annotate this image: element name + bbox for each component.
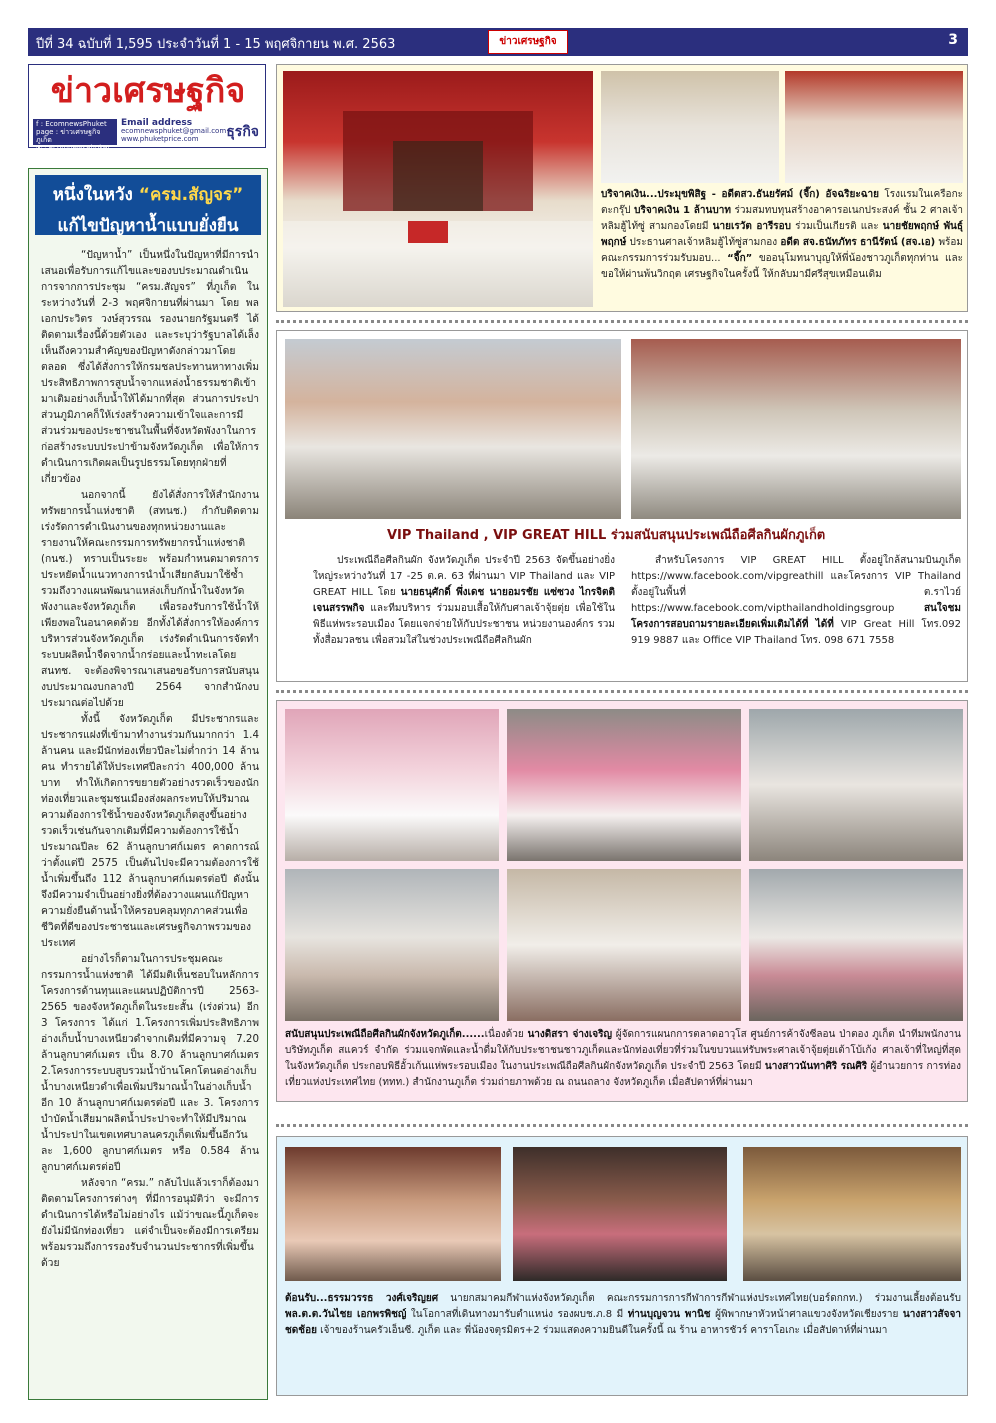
caption-text: ขออนุโมทนาบุญให้พี่น้องชาวภูเก็ตทุกท่าน และขอให้ผ่านพ้นวิกฤต เศรษฐกิจในครั้งนี้ ให้กลับมามีศรีสุขเหมือนเดิม xyxy=(601,253,963,280)
mail-contact: ✉ : EcomnewsPhuket xyxy=(36,144,111,152)
divider-dots xyxy=(276,1124,968,1128)
issue-line: ปีที่ 34 ฉบับที่ 1,595 ประจำวันที่ 1 - 15 พฤศจิกายน พ.ศ. 2563 xyxy=(36,37,396,52)
caption-text: ประเพณีถือศีลกินผัก จังหวัดภูเก็ต ประจำปี 2563 จัดขึ้นอย่างยิ่งใหญ่ระหว่างวันที่ 17 -25 ต.ค. 63 ที่ผ่านมา VIP Thailand และ VIP GREAT HILL โดย xyxy=(313,555,615,598)
caption-bold: ท่านบุญจวน พานิช xyxy=(627,1309,711,1320)
caption-text: พร้อม คณะกรรมการร่วมรับมอบ... xyxy=(601,237,964,264)
festival-photo-1 xyxy=(285,709,499,861)
editorial-paragraph: นอกจากนี้ ยังได้สั่งการให้สำนักงานทรัพยากรน้ำแห่งชาติ (สทนช.) กำกับติดตามเร่งรัดการดำเนินงานของทุกหน่วยงานและรายงานให้คณะกรรมการทรัพยากรน้ำแห่งชาติ (กนช.) ทราบเป็นระยะ พร้อมกำหนดมาตรการประหยัดน้ำแนวทางการนำน้ำเสียกลับมาใช้ซ้ำ รวมถึงวางแผนพัฒนาแหล่งเก็บกักน้ำในจังหวัดพังงาและจังหวัดภูเก็ต เพื่อรองรับการใช้น้ำให้เพียงพอในอนาคตด้วย อีกทั้งได้สั่งการให้องค์การบริหารส่วนจังหวัดภูเก็ต เร่งรัดดำเนินการจัดทำระบบผลิตน้ำจืดจากน้ำกร่อยและน้ำทะเลโดย สนทช. จะต้องพิจารณาเสนอขอรับการสนับสนุนงบประมาณงบกลางปี 2564 จากสำนักงบประมาณต่อไปด้วย xyxy=(41,489,259,709)
donation-caption xyxy=(601,187,963,283)
caption-bold: นายชัยพฤกษ์ พันธุ์พฤกษ์ xyxy=(601,221,963,248)
divider-dots xyxy=(276,320,968,324)
website: www.phuketprice.com xyxy=(121,135,199,143)
festival-photo-6 xyxy=(749,869,963,1021)
caption-text: โรงแรมในเครือกะตะกรุ๊ป xyxy=(601,189,963,216)
caption-text: ผู้พิพากษาหัวหน้าศาลแขวงจังหวัดเชียงราย xyxy=(710,1309,903,1320)
welcome-caption xyxy=(285,1291,961,1339)
caption-text: ผู้จัดการแผนกการตลาดอาวุโส ศูนย์การค้าจังซีลอน ป่าตอง ภูเก็ต นำทีมพนักงานบริษัทภูเก็ต สแควร์ จำกัด ร่วมแจกพัดและน้ำดื่มให้กับประชาชนชาวภูเก็ตและนักท่องเที่ยวที่ร่วมในขบวนแห่รับพระศาลเจ้าจุ้ยตุ่ยเต้าโบ้เก้ง ศาลเจ้าที่ใหญ่ที่สุดในจังหวัดภูเก็ต ประกอบพิธีอั้วเก้นแห่พระรอบเมือง ในงานประเพณีถือศีลกินผักจังหวัดภูเก็ต ประจำปี 2563 โดยมี xyxy=(285,1029,961,1072)
shrine-photo-art xyxy=(283,71,593,307)
editorial-body xyxy=(41,247,259,1271)
editorial-paragraph: ทั้งนี้ จังหวัดภูเก็ต มีประชากรและประชากรแฝงที่เข้ามาทำงานร่วมกันมากกว่า 1.4 ล้านคน และมีนักท่องเที่ยวปีละไม่ต่ำกว่า 14 ล้านคน ทำรายได้ให้ประเทศปีละกว่า 400,000 ล้านบาท ทำให้เกิดการขยายตัวอย่างรวดเร็วของนักท่องเที่ยวและชุมชนเมืองส่งผลกระทบให้ปริมาณความต้องการใช้น้ำของจังหวัดภูเก็ตสูงขึ้นอย่างรวดเร็วเช่นกันจากเดิมที่มีความต้องการใช้น้ำประมาณปีละ 62 ล้านลูกบาศก์เมตร คาดการณ์ว่าตั้งแต่ปี 2575 เป็นต้นไปจะมีความต้องการใช้น้ำเพิ่มขึ้นถึง 112 ล้านลูกบาศก์เมตรต่อปี ดังนั้นจึงมีความจำเป็นอย่างยิ่งที่ต้องวางแผนแก้ปัญหาความยั่งยืนด้านน้ำให้ครอบคลุมทุกภาคส่วนเพื่อชีวิตที่ดีของประชาชนและเศรษฐกิจภาพรวมของประเทศ xyxy=(41,713,259,949)
caption-text: เจ้าของร้านครัวเอ็นซี. ภูเก็ต และ พี่น้องจตุรมิตร+2 ร่วมแสดงความยินดีในครั้งนี้ ณ ร้าน อาหารชัวร์ คาราโอเกะ เมื่อสัปดาห์ที่ผ่านมา xyxy=(316,1325,888,1336)
editorial-paragraph: อย่างไรก็ตามในการประชุมคณะกรรมการน้ำแห่งชาติ ได้มีมติเห็นชอบในหลักการโครงการด้านทุนและแผนปฏิบัติการปี 2563-2565 ของจังหวัดภูเก็ตในระยะสั้น (เร่งด่วน) อีก 3 โครงการ ได้แก่ 1.โครงการเพิ่มประสิทธิภาพอ่างเก็บน้ำบางเหนียวดำจากเดิมที่มีความจุ 7.20 ล้านลูกบาศก์เมตร เป็น 8.70 ล้านลูกบาศก์เมตร 2.โครงการระบบสูบรวมน้ำบ้านโคกโตนดอ่างเก็บน้ำบางเหนียวดำเพื่อเพิ่มปริมาณน้ำในอ่างเก็บน้ำอีก 10 ล้านลูกบาศก์เมตรต่อปี และ 3. โครงการบำบัดน้ำเสียมาผลิตน้ำประปาจะทำให้มีปริมาณน้ำประปาในเขตเทศบาลนครภูเก็ตเพิ่มขึ้นอีกวันละ 1,600 ลูกบาศก์เมตร หรือ 0.584 ล้านลูกบาศก์เมตรต่อปี xyxy=(41,953,259,1173)
caption-text: นายกสมาคมกีฬาแห่งจังหวัดภูเก็ต คณะกรรมการการกีฬาการกีฬาแห่งประเทศไทย(บอร์ดกกท.) ร่วมงานเลี้ยงต้อนรับ xyxy=(438,1293,961,1304)
headline-highlight: “ครม.สัญจร” xyxy=(138,185,244,205)
vip-caption-right xyxy=(631,553,961,649)
festival-photo-2 xyxy=(507,709,741,861)
vip-street-photo xyxy=(631,339,961,519)
caption-text: ร่วมสมทบทุนสร้างอาคารอเนกประสงค์ ชั้น 2 ศาลเจ้าหลิมฮู้ไท้ซู่ สามกองโดยมี xyxy=(601,205,963,232)
top-bar xyxy=(28,28,968,56)
donation-panel xyxy=(276,64,968,312)
caption-bold: สนใจชมโครงการสอบถามรายละเอียดเพิ่มเติมได้ที่ ได้ที่ xyxy=(631,603,961,630)
donation-photo-3 xyxy=(785,71,963,183)
caption-bold: บริจาคเงิน 1 ล้านบาท xyxy=(634,205,731,216)
caption-bold: “จี๊ก” xyxy=(727,253,753,264)
caption-bold: นางดิสรา จ่างเจริญ xyxy=(527,1029,612,1040)
caption-bold: นางสาวนันทาศิริ รณศิริ xyxy=(764,1061,868,1072)
masthead-title: ข่าวเศรษฐกิจ xyxy=(50,71,246,111)
page-contact: page : ข่าวเศรษฐกิจภูเก็ต xyxy=(36,128,101,144)
vip-panel xyxy=(276,330,968,682)
page-number: 3 xyxy=(948,32,958,48)
email-address: ecomnewsphuket@gmail.com xyxy=(121,127,227,135)
festival-photo-4 xyxy=(285,869,499,1021)
festival-photo-3 xyxy=(749,709,963,861)
shrine-group-photo xyxy=(283,71,593,307)
mini-logo: ข่าวเศรษฐกิจ xyxy=(488,30,568,54)
welcome-photo-3 xyxy=(743,1147,961,1281)
editorial-paragraph: “ปัญหาน้ำ” เป็นหนึ่งในปัญหาที่มีการนำเสนอเพื่อรับการแก้ไขและของบประมาณดำเนินการจากการประชุม “ครม.สัญจร” ที่ภูเก็ต ในระหว่างวันที่ 2-3 พฤศจิกายนที่ผ่านมา โดย พลเอกประวิตร วงษ์สุวรรณ รองนายกรัฐมนตรี ได้ติดตามเรื่องนี้ด้วยตัวเอง และระบุว่ารัฐบาลได้เล็งเห็นถึงความสำคัญของปัญหาดังกล่าวมาโดยตลอด ซึ่งได้สั่งการให้กรมชลประทานหาทางเพิ่มประสิทธิภาพการสูบน้ำจากแหล่งน้ำธรรมชาติเข้ามาเติมอย่างเก็บน้ำให้ได้มากที่สุด ส่วนการประปาส่วนภูมิภาคก็ให้เร่งสร้างความเข้าใจและการมีส่วนร่วมของประชาชนในพื้นที่จังหวัดพังงาในการก่อสร้างระบบประปาข้ามจังหวัดภูเก็ต เพื่อให้การดำเนินการเกิดผลเป็นรูปธรรมโดยทุกฝ่ายที่เกี่ยวข้อง xyxy=(41,249,259,485)
caption-bold: นางสาวสัจจา ชดช้อย xyxy=(285,1309,961,1336)
caption-bold: ต้อนรับ...ธรรมวรรธ วงศ์เจริญยศ xyxy=(285,1293,439,1304)
masthead xyxy=(28,64,266,152)
caption-text: และทีมบริหาร ร่วมมอบเสื้อให้กับศาลเจ้าจุ้ยตุ่ย เพื่อใช้ในพิธีแห่พระรอบเมือง โดยแจกจ่ายให้กับประชาชน หน่วยงานองค์กร รวมทั้งสื่อมวลชน เพื่อสวมใส่ในช่วงประเพณีถือศีลกินผัก xyxy=(313,603,615,646)
masthead-subword: ธุรกิจ xyxy=(226,124,259,140)
welcome-photo-2 xyxy=(513,1147,727,1281)
caption-bold: อดีต สจ.ธนัทภัทร ธานีรัตน์ (สจ.เอ) xyxy=(780,237,936,248)
divider-dots xyxy=(276,690,968,694)
editorial-column xyxy=(28,168,268,1400)
caption-bold: นายเรวัต อารีรอบ xyxy=(712,221,792,232)
caption-text: สำหรับโครงการ VIP GREAT HILL ตั้งอยู่ใกล้สนามบินภูเก็ต https://www.facebook.com/vipgreathill และโครงการ VIP Thailand ตั้งอยู่ในพื้นที่ ต.ราไวย์ https://www.facebook.com/vipthailandholdingsgroup xyxy=(631,555,961,614)
caption-text: ในโอกาสที่เดินทางมารับตำแหน่ง รองผบช.ภ.8 มี xyxy=(406,1309,628,1320)
email-label: Email address xyxy=(121,118,193,128)
festival-photo-5 xyxy=(507,869,741,1021)
caption-text: ร่วมเป็นเกียรติ และ xyxy=(791,221,883,232)
caption-text: ประธานศาลเจ้าหลิมฮู้ไท้ซู่สามกอง xyxy=(626,237,781,248)
caption-text: เนื่องด้วย xyxy=(484,1029,528,1040)
social-contacts xyxy=(33,119,117,152)
welcome-photo-1 xyxy=(285,1147,501,1281)
festival-caption xyxy=(285,1027,961,1091)
headline-pre: หนึ่งในหวัง xyxy=(52,185,139,205)
donation-photo-2 xyxy=(601,71,779,183)
vip-title-pre: VIP Thailand , VIP GREAT HILL xyxy=(387,528,611,543)
caption-text: ผู้อำนวยการ การท่องเที่ยวแห่งประเทศไทย (ททท.) สำนักงานภูเก็ต ร่วมถ่ายภาพด้วย ณ ถนนถลาง จังหวัดภูเก็ต เมื่อสัปดาห์ที่ผ่านมา xyxy=(285,1061,961,1088)
caption-bold: นายธนุศักดิ์ พึ่งเดช นายอมรชัย แซ่ซวง ไกรจิตติ เจนสรรพกิจ xyxy=(313,587,615,614)
email-block xyxy=(121,118,227,145)
vip-title-post: ร่วมสนับสนุนประเพณีถือศีลกินผักภูเก็ต xyxy=(610,528,826,543)
vip-caption-left xyxy=(313,553,615,649)
caption-bold: บริจาคเงิน...ประมุขพิสิฐ - อดีตสว.ธันยรัศม์ (จี๊ก) อัจฉริยะฉาย xyxy=(601,189,880,200)
caption-text: VIP Great Hill โทร.092 919 9887 และ Office VIP Thailand โทร. 098 671 7558 xyxy=(631,619,961,646)
caption-bold: สนับสนุนประเพณีถือศีลกินผักจังหวัดภูเก็ต...... xyxy=(285,1029,485,1040)
welcome-panel xyxy=(276,1136,968,1396)
facebook-contact: f : EcomnewsPhuket xyxy=(36,120,107,128)
caption-bold: พล.ต.ต.วันไชย เอกพรพิชญ์ xyxy=(285,1309,407,1320)
headline-line2: แก้ไขปัญหาน้ำแบบยั่งยืน xyxy=(57,216,239,236)
editorial-paragraph: หลังจาก “ครม.” กลับไปแล้วเราก็ต้องมาติดตามโครงการต่างๆ ที่มีการอนุมัติว่า จะมีการดำเนินการได้หรือไม่อย่างไร แม้ว่าขณะนี้ภูเก็ตจะยังไม่มีนักท่องเที่ยว แต่จำเป็นจะต้องมีการเตรียมพร้อมรวมถึงการรองรับจำนวนประชากรที่เพิ่มขึ้นด้วย xyxy=(41,1177,259,1269)
vip-title xyxy=(387,524,825,545)
festival-panel xyxy=(276,700,968,1102)
editorial-headline xyxy=(35,175,261,235)
vip-group-photo xyxy=(285,339,621,519)
